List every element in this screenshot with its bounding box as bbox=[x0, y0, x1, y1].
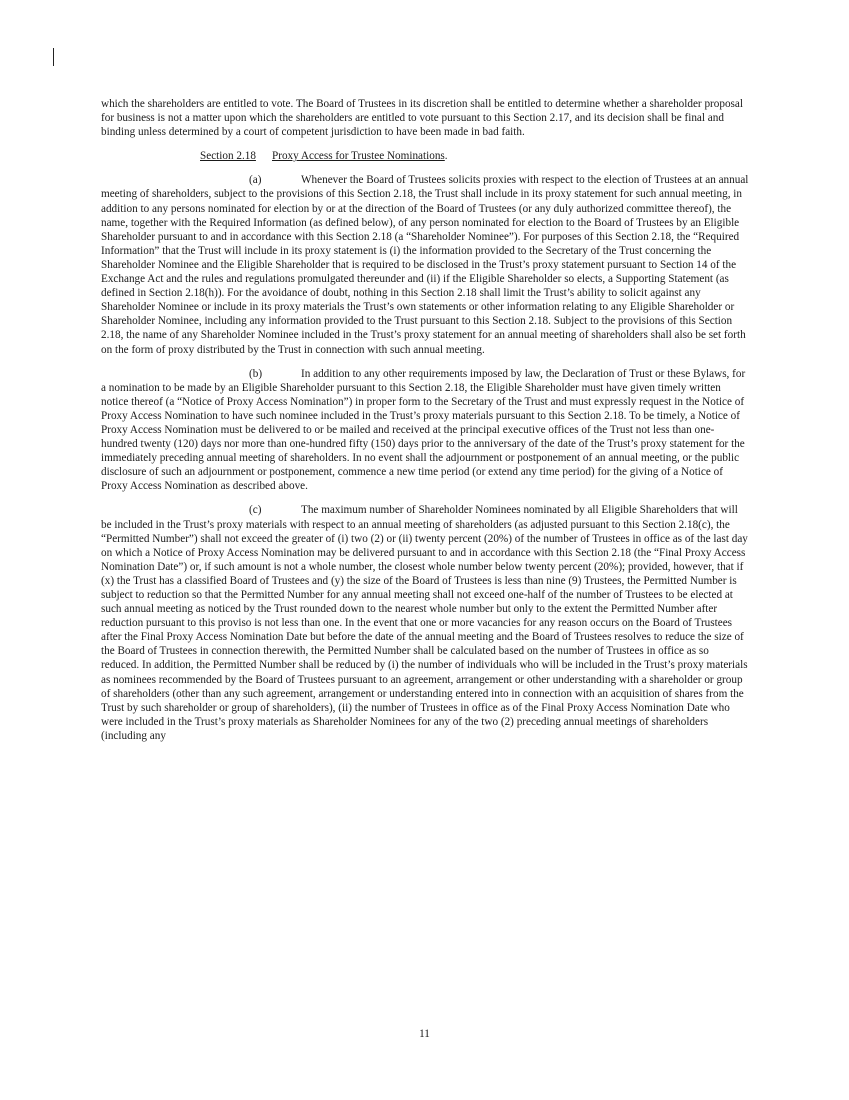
section-number: Section 2.18 bbox=[200, 150, 256, 163]
subsection-c-text: The maximum number of Shareholder Nominees nominated by all Eligible Shareholders that will be included in the Trust’s proxy materials with respect to an annual meeting of shareholders (as adjusted pursuant to this Section 2.18(c), the “Permitted Number”) shall not exceed the greater of (i) two (2) or (ii) twenty percent (20%) of the number of Trustees in office as of the last day on which a Notice of Proxy Access Nomination may be delivered pursuant to and in accordance with this Section 2.18 (the “Final Proxy Access Nomination Date”) or, if such amount is not a whole number, the closest whole number below twenty percent (20%); provided, however, that if (x) the Trust has a classified Board of Trustees and (y) the size of the Board of Trustees is less than nine (9) Trustees, the Permitted Number is subject to reduction so that the Permitted Number for any annual meeting shall not exceed one-half of the number of Trustees to be elected at such annual meeting as noticed by the Trust rounded down to the nearest whole number but only to the extent the Permitted Number after reduction pursuant to this proviso is not less than one. In the event that one or more vacancies for any reason occurs on the Board of Trustees after the Final Proxy Access Nomination Date but before the date of the annual meeting and the Board of Trustees resolves to reduce the size of the Board of Trustees in connection therewith, the Permitted Number shall be calculated based on the number of Trustees in office as so reduced. In addition, the Permitted Number shall be reduced by (i) the number of individuals who will be included in the Trust’s proxy materials as nominees recommended by the Board of Trustees pursuant to an agreement, arrangement or other understanding with a shareholder or group of shareholders (other than any such agreement, arrangement or understanding entered into in connection with an acquisition of shares from the Trust by such shareholder or group of shareholders), (ii) the number of Trustees in office as of the Final Proxy Access Nomination Date who were included in the Trust’s proxy materials as Shareholder Nominees for any of the two (2) preceding annual meetings of shareholders (including any bbox=[101, 504, 748, 742]
section-title-period: . bbox=[444, 150, 448, 163]
subsection-a bbox=[101, 173, 749, 356]
subsection-b-label: (b) bbox=[249, 367, 263, 380]
subsection-c-label: (c) bbox=[249, 504, 262, 517]
subsection-c bbox=[101, 503, 749, 743]
subsection-a-label: (a) bbox=[249, 174, 262, 187]
intro-paragraph: which the shareholders are entitled to vote. The Board of Trustees in its discretion shall be entitled to determine whether a shareholder proposal for business is not a matter upon which the shareholders are entitled to vote pursuant to this Section 2.17, and its decision shall be final and binding unless determined by a court of competent jurisdiction to have been made in bad faith. bbox=[101, 98, 743, 139]
document-body bbox=[101, 97, 749, 743]
section-heading bbox=[101, 149, 749, 163]
subsection-b bbox=[101, 367, 749, 494]
subsection-b-text: In addition to any other requirements imposed by law, the Declaration of Trust or these Bylaws, for a nomination to be made by an Eligible Shareholder pursuant to this Section 2.18, the Eligible Shareholder must have given timely written notice thereof (a “Notice of Proxy Access Nomination”) in proper form to the Secretary of the Trust and must expressly request in the Notice of Proxy Access Nomination to have such nominee included in the Trust’s proxy materials pursuant to this Section 2.18. To be timely, a Notice of Proxy Access Nomination must be delivered to or be mailed and received at the principal executive offices of the Trust not less than one-hundred twenty (120) days nor more than one-hundred fifty (150) days prior to the anniversary of the date of the Trust’s proxy statement for the immediately preceding annual meeting of shareholders. In no event shall the adjournment or postponement of an annual meeting, or the public disclosure of such an adjournment or postponement, commence a new time period (or extend any time period) for the giving of a Notice of Proxy Access Nomination as described above. bbox=[101, 367, 746, 493]
text-cursor-mark bbox=[53, 48, 54, 66]
section-title: Proxy Access for Trustee Nominations bbox=[272, 150, 445, 163]
page-number: 11 bbox=[419, 1028, 430, 1040]
subsection-a-text: Whenever the Board of Trustees solicits proxies with respect to the election of Trustees at an annual meeting of shareholders, subject to the provisions of this Section 2.18, the Trust shall include in its proxy statement for such annual meeting, in addition to any persons nominated for election by or at the direction of the Board of Trustees (or any duly authorized committee thereof), the name, together with the Required Information (as defined below), of any person nominated for election to the Board of Trustees by an Eligible Shareholder pursuant to and in accordance with this Section 2.18 (a “Shareholder Nominee”). For purposes of this Section 2.18, the “Required Information” that the Trust will include in its proxy statement is (i) the information provided to the Secretary of the Trust concerning the Shareholder Nominee and the Eligible Shareholder that is required to be disclosed in the Trust’s proxy statement pursuant to Section 14 of the Exchange Act and the rules and regulations promulgated thereunder and (ii) if the Eligible Shareholder so elects, a Supporting Statement (as defined in Section 2.18(h)). For the avoidance of doubt, nothing in this Section 2.18 shall limit the Trust’s ability to solicit against any Shareholder Nominee or include in its proxy materials the Trust’s own statements or other information relating to any Eligible Shareholder or Shareholder Nominee, including any information provided to the Trust pursuant to this Section 2.18. Subject to the provisions of this Section 2.18, the name of any Shareholder Nominee included in the Trust’s proxy statement for an annual meeting of shareholders shall also be set forth on the form of proxy distributed by the Trust in connection with such annual meeting. bbox=[101, 174, 749, 356]
